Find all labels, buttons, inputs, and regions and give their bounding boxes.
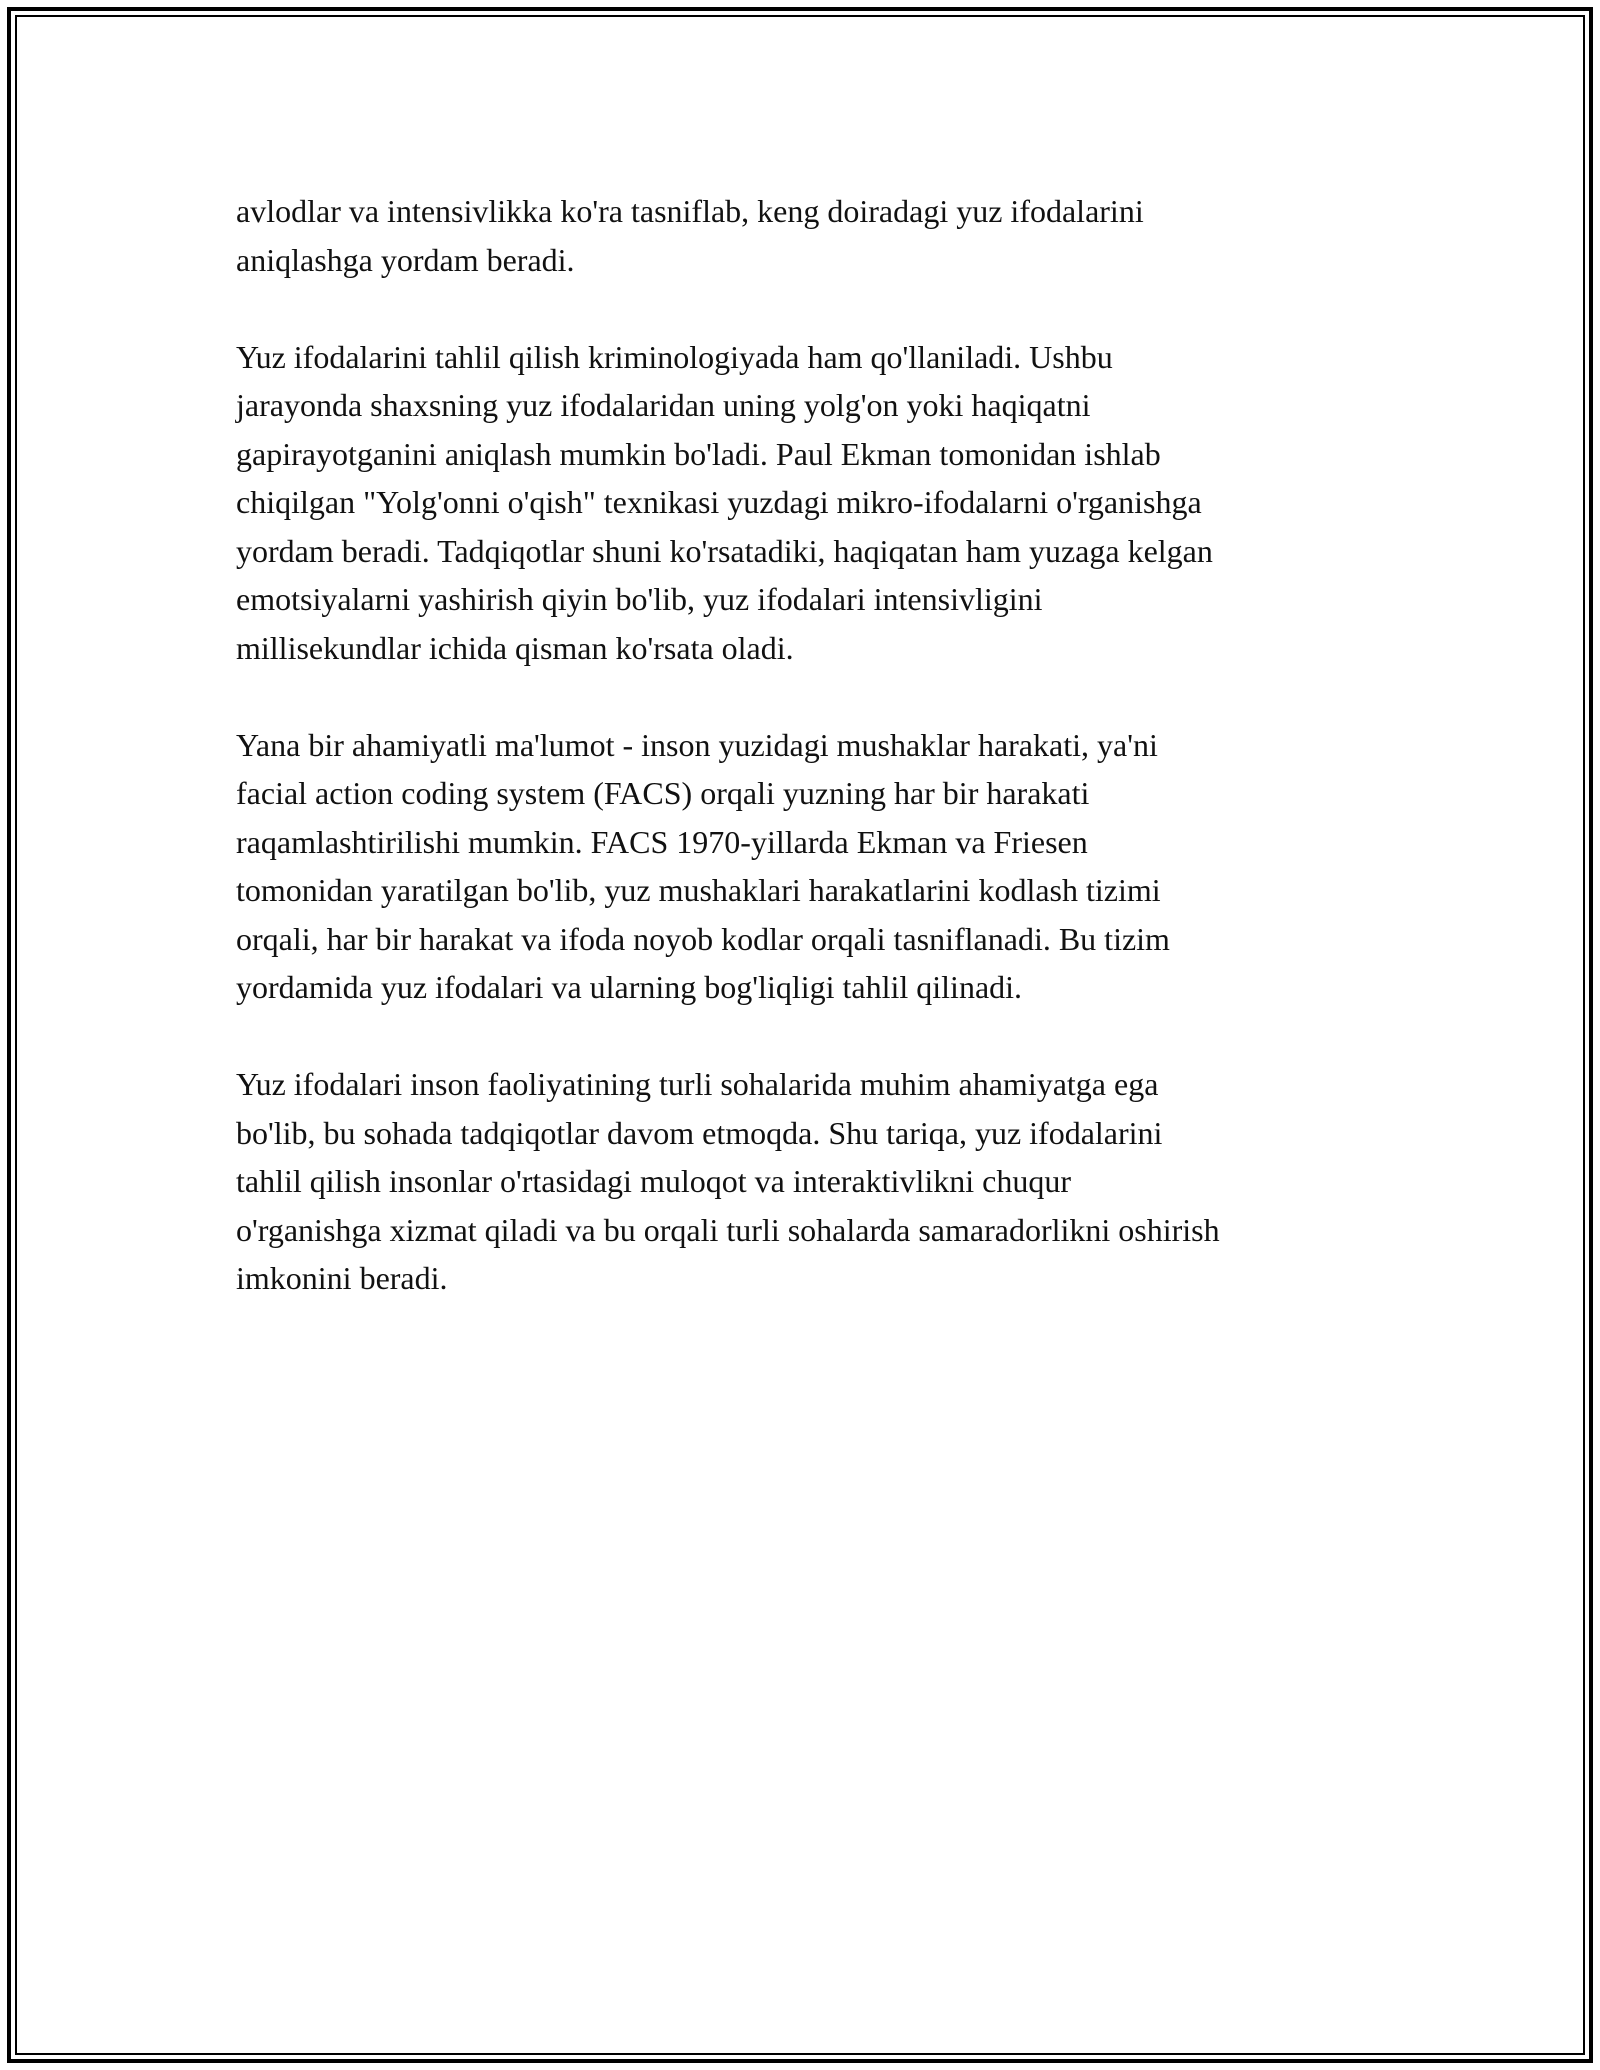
text-line: millisekundlar ichida qisman ko'rsata oladi. xyxy=(236,629,794,666)
text-line: Yuz ifodalari inson faoliyatining turli sohalarida muhim ahamiyatga ega xyxy=(236,1066,1159,1102)
text-line: emotsiyalarni yashirish qiyin bo'lib, yuz ifodalari intensivligini xyxy=(236,581,1043,617)
paragraph-4 xyxy=(236,1060,1376,1303)
document-body xyxy=(236,187,1376,1351)
text-line: orqali, har bir harakat va ifoda noyob kodlar orqali tasniflanadi. Bu tizim xyxy=(236,920,1170,957)
text-line: facial action coding system (FACS) orqali yuzning har bir harakati xyxy=(236,775,1090,811)
text-line: jarayonda shaxsning yuz ifodalaridan uning yolg'on yoki haqiqatni xyxy=(236,387,1091,423)
text-line: yordamida yuz ifodalari va ularning bog'liqligi tahlil qilinadi. xyxy=(236,969,1023,1005)
text-line: aniqlashga yordam beradi. xyxy=(236,241,575,278)
text-line: gapirayotganini aniqlash mumkin bo'ladi. Paul Ekman tomonidan ishlab xyxy=(236,435,1161,472)
text-line: imkonini beradi. xyxy=(236,1260,448,1296)
text-line: bo'lib, bu sohada tadqiqotlar davom etmoqda. Shu tariqa, yuz ifodalarini xyxy=(236,1114,1163,1151)
text-line: tahlil qilish insonlar o'rtasidagi muloqot va interaktivlikni chuqur xyxy=(236,1163,1071,1199)
text-line: raqamlashtirilishi mumkin. FACS 1970-yillarda Ekman va Friesen xyxy=(236,823,1088,860)
text-line: Yuz ifodalarini tahlil qilish kriminologiyada ham qo'llaniladi. Ushbu xyxy=(236,338,1113,375)
text-line: Yana bir ahamiyatli ma'lumot - inson yuzidagi mushaklar harakati, ya'ni xyxy=(236,726,1158,763)
text-line: avlodlar va intensivlikka ko'ra tasniflab, keng doiradagi yuz ifodalarini xyxy=(236,193,1144,229)
text-line: o'rganishga xizmat qiladi va bu orqali turli sohalarda samaradorlikni oshirish xyxy=(236,1211,1220,1248)
paragraph-1 xyxy=(236,187,1376,284)
text-line: chiqilgan "Yolg'onni o'qish" texnikasi yuzdagi mikro-ifodalarni o'rganishga xyxy=(236,484,1202,520)
paragraph-2 xyxy=(236,333,1376,673)
text-line: tomonidan yaratilgan bo'lib, yuz mushaklari harakatlarini kodlash tizimi xyxy=(236,872,1161,908)
paragraph-3 xyxy=(236,721,1376,1012)
text-line: yordam beradi. Tadqiqotlar shuni ko'rsatadiki, haqiqatan ham yuzaga kelgan xyxy=(236,532,1213,569)
